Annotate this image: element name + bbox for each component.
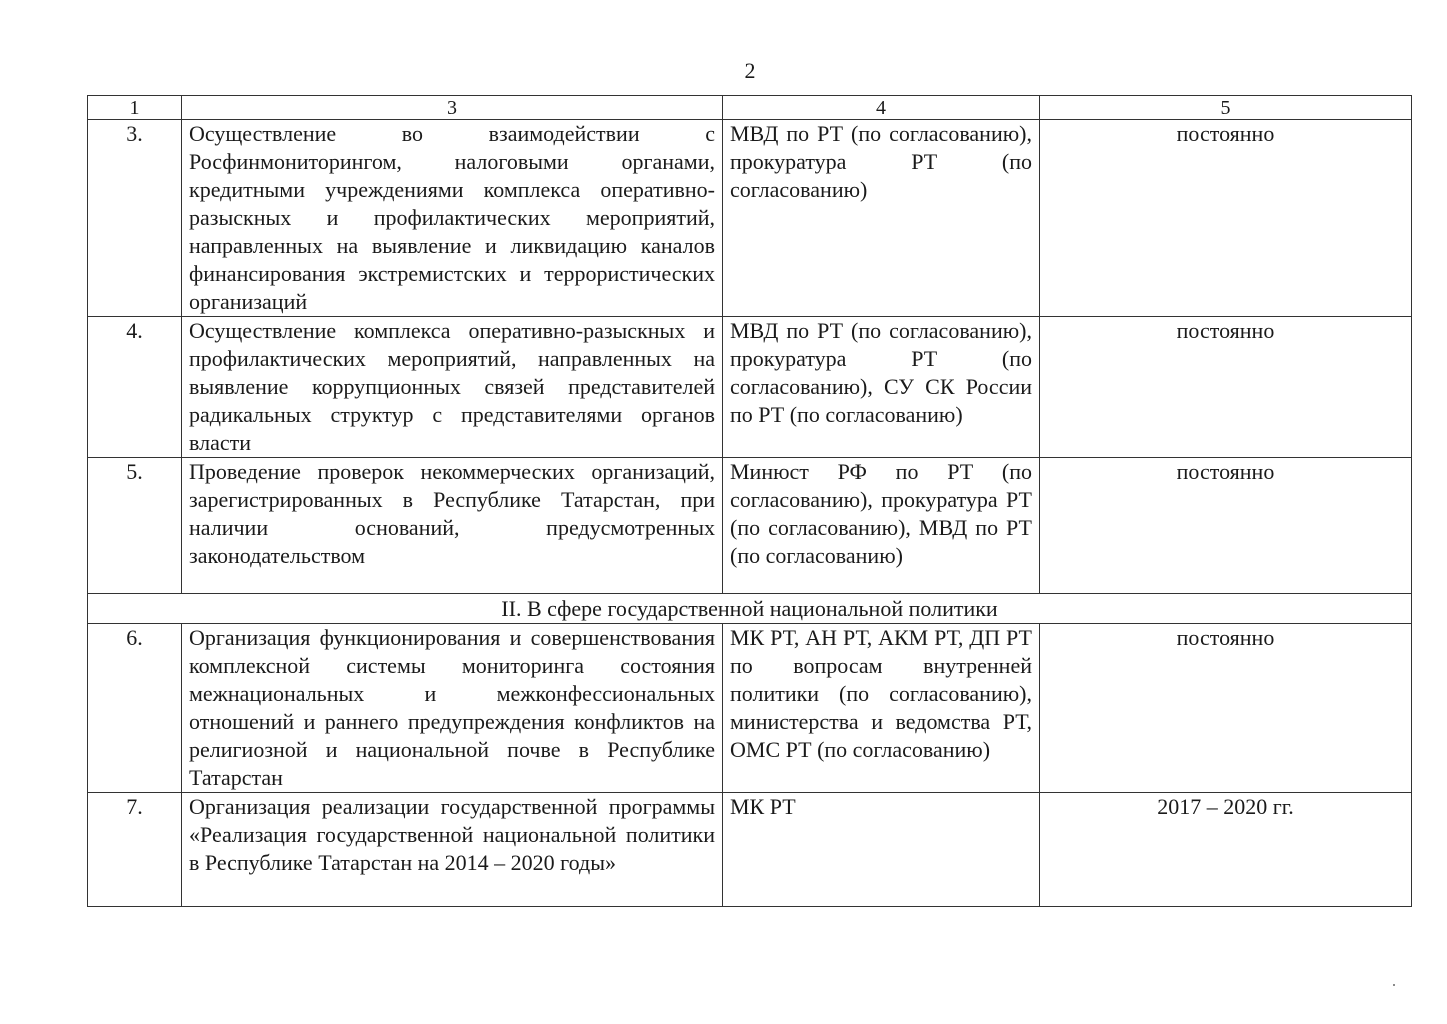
row-number: 3. xyxy=(88,120,182,317)
row-activity: Организация функционирования и совершенствования комплексной системы мониторинга состояния межнациональных и межконфессиональных отношений и раннего предупреждения конфликтов на религиозной и национальной почве в Республике Татарстан xyxy=(182,624,723,793)
row-activity: Организация реализации государственной программы «Реализация государственной национальной политики в Республике Татарстан на 2014 – 2020 годы» xyxy=(182,793,723,907)
table-row xyxy=(88,793,1412,907)
row-executor: МВД по РТ (по согласованию), прокуратура РТ (по согласованию) xyxy=(723,120,1040,317)
header-col-executor: 4 xyxy=(723,96,1040,120)
section-heading-row xyxy=(88,594,1412,624)
row-term: постоянно xyxy=(1040,458,1412,594)
row-term: постоянно xyxy=(1040,120,1412,317)
header-col-number: 1 xyxy=(88,96,182,120)
header-col-activity: 3 xyxy=(182,96,723,120)
table-row xyxy=(88,120,1412,317)
page-number: 2 xyxy=(744,58,756,83)
row-activity: Осуществление во взаимодействии с Росфинмониторингом, налоговыми органами, кредитными учреждениями комплекса оперативно-разыскных и профилактических мероприятий, направленных на выявление и ликвидацию каналов финансирования экстремистских и террористических организаций xyxy=(182,120,723,317)
row-number: 7. xyxy=(88,793,182,907)
row-number: 5. xyxy=(88,458,182,594)
row-activity: Проведение проверок некоммерческих организаций, зарегистрированных в Республике Татарстан, при наличии оснований, предусмотренных законодательством xyxy=(182,458,723,594)
header-col-term: 5 xyxy=(1040,96,1412,120)
table-header-row xyxy=(88,96,1412,120)
section-heading: II. В сфере государственной национальной политики xyxy=(88,594,1412,624)
row-executor: МК РТ xyxy=(723,793,1040,907)
row-executor: МК РТ, АН РТ, АКМ РТ, ДП РТ по вопросам внутренней политики (по согласованию), министерства и ведомства РТ, ОМС РТ (по согласованию) xyxy=(723,624,1040,793)
row-term: постоянно xyxy=(1040,624,1412,793)
row-executor: МВД по РТ (по согласованию), прокуратура РТ (по согласованию), СУ СК России по РТ (по согласованию) xyxy=(723,317,1040,458)
row-term: 2017 – 2020 гг. xyxy=(1040,793,1412,907)
row-number: 6. xyxy=(88,624,182,793)
row-term: постоянно xyxy=(1040,317,1412,458)
scan-speck xyxy=(1393,984,1395,986)
table-row xyxy=(88,624,1412,793)
table-row xyxy=(88,317,1412,458)
table-row xyxy=(88,458,1412,594)
action-plan-table xyxy=(87,95,1412,907)
row-number: 4. xyxy=(88,317,182,458)
row-executor: Минюст РФ по РТ (по согласованию), прокуратура РТ (по согласованию), МВД по РТ (по согласованию) xyxy=(723,458,1040,594)
row-activity: Осуществление комплекса оперативно-разыскных и профилактических мероприятий, направленных на выявление коррупционных связей представителей радикальных структур с представителями органов власти xyxy=(182,317,723,458)
